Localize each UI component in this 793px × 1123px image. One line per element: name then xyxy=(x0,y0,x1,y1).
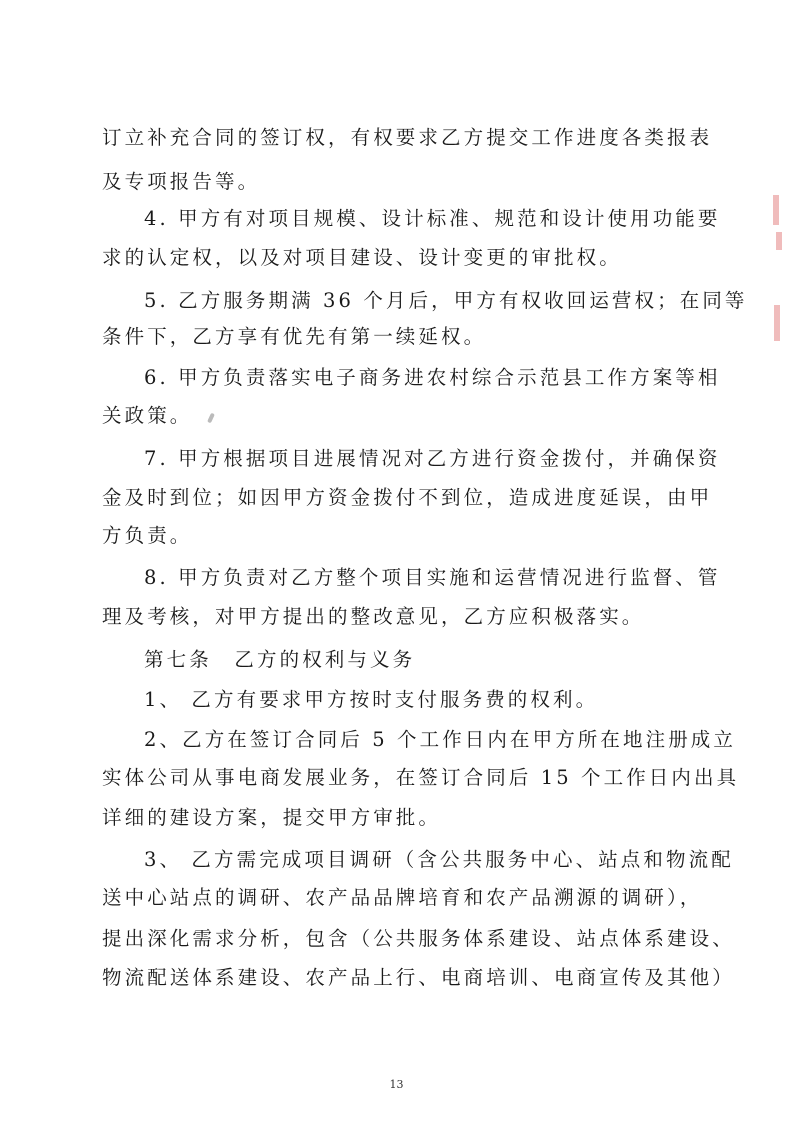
text-line: 详细的建设方案，提交甲方审批。 xyxy=(102,806,442,829)
seal-stamp-edge xyxy=(774,305,780,341)
seal-stamp-edge xyxy=(773,195,779,225)
text-line: 2、乙方在签订合同后 5 个工作日内在甲方所在地注册成立 xyxy=(144,728,737,751)
text-line: 4. 甲方有对项目规模、设计标准、规范和设计使用功能要 xyxy=(144,207,721,230)
text-line: 方负责。 xyxy=(102,524,193,547)
text-line: 求的认定权，以及对项目建设、设计变更的审批权。 xyxy=(102,246,622,269)
seal-stamp-edge xyxy=(776,232,782,250)
section-heading: 第七条 乙方的权利与义务 xyxy=(144,648,416,671)
text-line: 金及时到位；如因甲方资金拨付不到位，造成进度延误，由甲 xyxy=(102,486,713,509)
text-line: 订立补充合同的签订权，有权要求乙方提交工作进度各类报表 xyxy=(102,126,713,149)
text-line: 1、 乙方有要求甲方按时支付服务费的权利。 xyxy=(144,688,599,711)
text-line: 实体公司从事电商发展业务，在签订合同后 15 个工作日内出具 xyxy=(102,766,740,789)
text-line: 7. 甲方根据项目进展情况对乙方进行资金拨付，并确保资 xyxy=(144,447,721,470)
text-line: 8. 甲方负责对乙方整个项目实施和运营情况进行监督、管 xyxy=(144,566,721,589)
text-line: 3、 乙方需完成项目调研（含公共服务中心、站点和物流配 xyxy=(144,848,734,871)
text-line: 条件下，乙方享有优先有第一续延权。 xyxy=(102,325,487,348)
text-line: 提出深化需求分析，包含（公共服务体系建设、站点体系建设、 xyxy=(102,927,735,950)
text-line: 物流配送体系建设、农产品上行、电商培训、电商宣传及其他） xyxy=(102,966,735,989)
text-line: 关政策。 xyxy=(102,404,193,427)
text-line: 及专项报告等。 xyxy=(102,170,261,193)
text-line: 6. 甲方负责落实电子商务进农村综合示范县工作方案等相 xyxy=(144,366,721,389)
page-number: 13 xyxy=(389,1078,404,1091)
text-line: 理及考核，对甲方提出的整改意见，乙方应积极落实。 xyxy=(102,605,645,628)
text-line: 5. 乙方服务期满 36 个月后，甲方有权收回运营权；在同等 xyxy=(144,289,748,312)
ink-speck xyxy=(207,413,215,424)
text-line: 送中心站点的调研、农产品品牌培育和农产品溯源的调研）， xyxy=(102,886,703,909)
